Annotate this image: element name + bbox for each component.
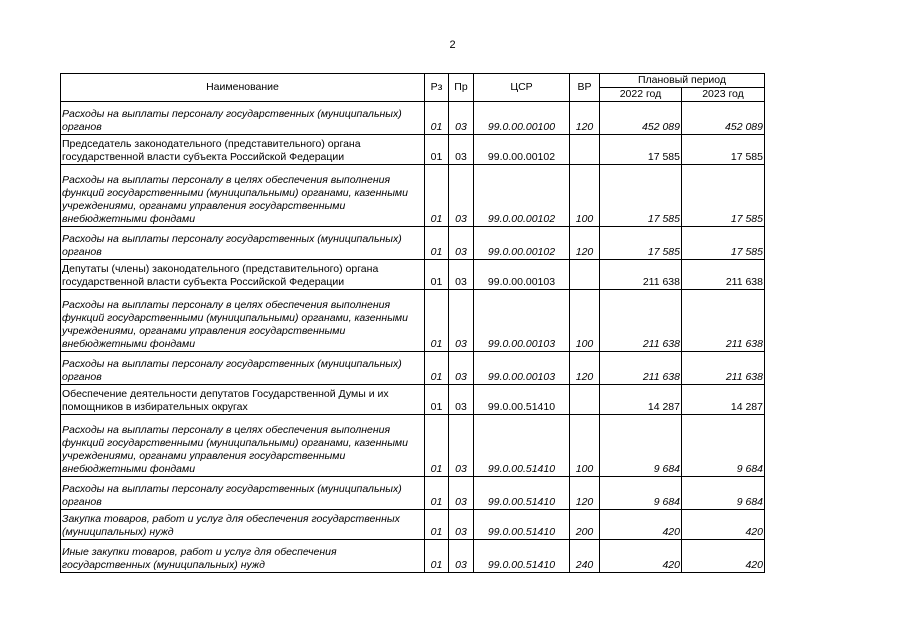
table-row — [61, 135, 765, 165]
row-rz: 01 — [425, 290, 449, 352]
table-row — [61, 510, 765, 540]
row-rz: 01 — [425, 415, 449, 477]
row-csr: 99.0.00.00102 — [474, 165, 570, 227]
table-row — [61, 260, 765, 290]
row-2023: 211 638 — [682, 260, 765, 290]
row-pr: 03 — [449, 477, 474, 510]
row-name: Обеспечение деятельности депутатов Государственной Думы и их помощников в избирательных округах — [61, 385, 425, 415]
row-rz: 01 — [425, 477, 449, 510]
table-row — [61, 352, 765, 385]
row-csr: 99.0.00.51410 — [474, 415, 570, 477]
row-pr: 03 — [449, 165, 474, 227]
header-rz: Рз — [425, 74, 449, 102]
row-2023: 9 684 — [682, 415, 765, 477]
row-csr: 99.0.00.00102 — [474, 135, 570, 165]
table-row — [61, 540, 765, 573]
row-2022: 420 — [600, 510, 682, 540]
row-2022: 211 638 — [600, 260, 682, 290]
row-vr — [570, 135, 600, 165]
row-name: Иные закупки товаров, работ и услуг для обеспечения государственных (муниципальных) нужд — [61, 540, 425, 573]
row-name: Закупка товаров, работ и услуг для обеспечения государственных (муниципальных) нужд — [61, 510, 425, 540]
row-2023: 211 638 — [682, 352, 765, 385]
row-2023: 9 684 — [682, 477, 765, 510]
header-csr: ЦСР — [474, 74, 570, 102]
row-vr: 120 — [570, 352, 600, 385]
row-vr: 240 — [570, 540, 600, 573]
row-2023: 452 089 — [682, 102, 765, 135]
row-rz: 01 — [425, 227, 449, 260]
row-2022: 211 638 — [600, 352, 682, 385]
row-csr: 99.0.00.00103 — [474, 260, 570, 290]
row-rz: 01 — [425, 352, 449, 385]
row-rz: 01 — [425, 102, 449, 135]
row-pr: 03 — [449, 227, 474, 260]
row-pr: 03 — [449, 385, 474, 415]
row-rz: 01 — [425, 510, 449, 540]
row-name: Расходы на выплаты персоналу в целях обеспечения выполнения функций государственными (муниципальными) органами, казенными учреждениями, органами управления государственными внебюджетными фондами — [61, 290, 425, 352]
row-pr: 03 — [449, 260, 474, 290]
row-2022: 17 585 — [600, 165, 682, 227]
row-2022: 9 684 — [600, 415, 682, 477]
row-2022: 211 638 — [600, 290, 682, 352]
row-name: Расходы на выплаты персоналу государственных (муниципальных) органов — [61, 477, 425, 510]
page-number: 2 — [449, 39, 456, 51]
row-rz: 01 — [425, 165, 449, 227]
row-csr: 99.0.00.00102 — [474, 227, 570, 260]
table-row — [61, 227, 765, 260]
row-name: Расходы на выплаты персоналу государственных (муниципальных) органов — [61, 352, 425, 385]
row-pr: 03 — [449, 540, 474, 573]
row-vr: 100 — [570, 165, 600, 227]
row-name: Расходы на выплаты персоналу государственных (муниципальных) органов — [61, 227, 425, 260]
row-csr: 99.0.00.51410 — [474, 385, 570, 415]
row-vr: 100 — [570, 415, 600, 477]
row-rz: 01 — [425, 260, 449, 290]
row-2023: 211 638 — [682, 290, 765, 352]
row-name: Расходы на выплаты персоналу в целях обеспечения выполнения функций государственными (муниципальными) органами, казенными учреждениями, органами управления государственными внебюджетными фондами — [61, 415, 425, 477]
row-2022: 14 287 — [600, 385, 682, 415]
row-rz: 01 — [425, 540, 449, 573]
header-name: Наименование — [61, 74, 425, 102]
row-name: Председатель законодательного (представительного) органа государственной власти субъекта Российской Федерации — [61, 135, 425, 165]
row-name: Расходы на выплаты персоналу в целях обеспечения выполнения функций государственными (муниципальными) органами, казенными учреждениями, органами управления государственными внебюджетными фондами — [61, 165, 425, 227]
row-csr: 99.0.00.51410 — [474, 540, 570, 573]
row-name: Расходы на выплаты персоналу государственных (муниципальных) органов — [61, 102, 425, 135]
row-csr: 99.0.00.51410 — [474, 510, 570, 540]
row-rz: 01 — [425, 135, 449, 165]
budget-table — [60, 73, 765, 573]
row-vr — [570, 385, 600, 415]
row-pr: 03 — [449, 290, 474, 352]
row-2023: 420 — [682, 510, 765, 540]
row-pr: 03 — [449, 352, 474, 385]
row-vr: 200 — [570, 510, 600, 540]
header-planned-period: Плановый период — [600, 74, 765, 88]
row-name: Депутаты (члены) законодательного (представительного) органа государственной власти субъекта Российской Федерации — [61, 260, 425, 290]
row-vr: 120 — [570, 477, 600, 510]
row-pr: 03 — [449, 135, 474, 165]
row-2022: 17 585 — [600, 135, 682, 165]
row-2022: 452 089 — [600, 102, 682, 135]
header-vr: ВР — [570, 74, 600, 102]
row-2022: 9 684 — [600, 477, 682, 510]
table-row — [61, 165, 765, 227]
row-csr: 99.0.00.00100 — [474, 102, 570, 135]
row-csr: 99.0.00.51410 — [474, 477, 570, 510]
row-pr: 03 — [449, 510, 474, 540]
row-rz: 01 — [425, 385, 449, 415]
header-year-2022: 2022 год — [600, 88, 682, 102]
row-2022: 17 585 — [600, 227, 682, 260]
row-2023: 14 287 — [682, 385, 765, 415]
row-vr: 120 — [570, 102, 600, 135]
table-row — [61, 415, 765, 477]
row-csr: 99.0.00.00103 — [474, 352, 570, 385]
table-row — [61, 290, 765, 352]
table-row — [61, 102, 765, 135]
row-pr: 03 — [449, 415, 474, 477]
header-pr: Пр — [449, 74, 474, 102]
row-vr: 100 — [570, 290, 600, 352]
row-2022: 420 — [600, 540, 682, 573]
row-2023: 17 585 — [682, 227, 765, 260]
row-2023: 17 585 — [682, 165, 765, 227]
row-vr — [570, 260, 600, 290]
row-csr: 99.0.00.00103 — [474, 290, 570, 352]
header-year-2023: 2023 год — [682, 88, 765, 102]
row-pr: 03 — [449, 102, 474, 135]
table-row — [61, 477, 765, 510]
row-vr: 120 — [570, 227, 600, 260]
row-2023: 420 — [682, 540, 765, 573]
table-row — [61, 385, 765, 415]
row-2023: 17 585 — [682, 135, 765, 165]
